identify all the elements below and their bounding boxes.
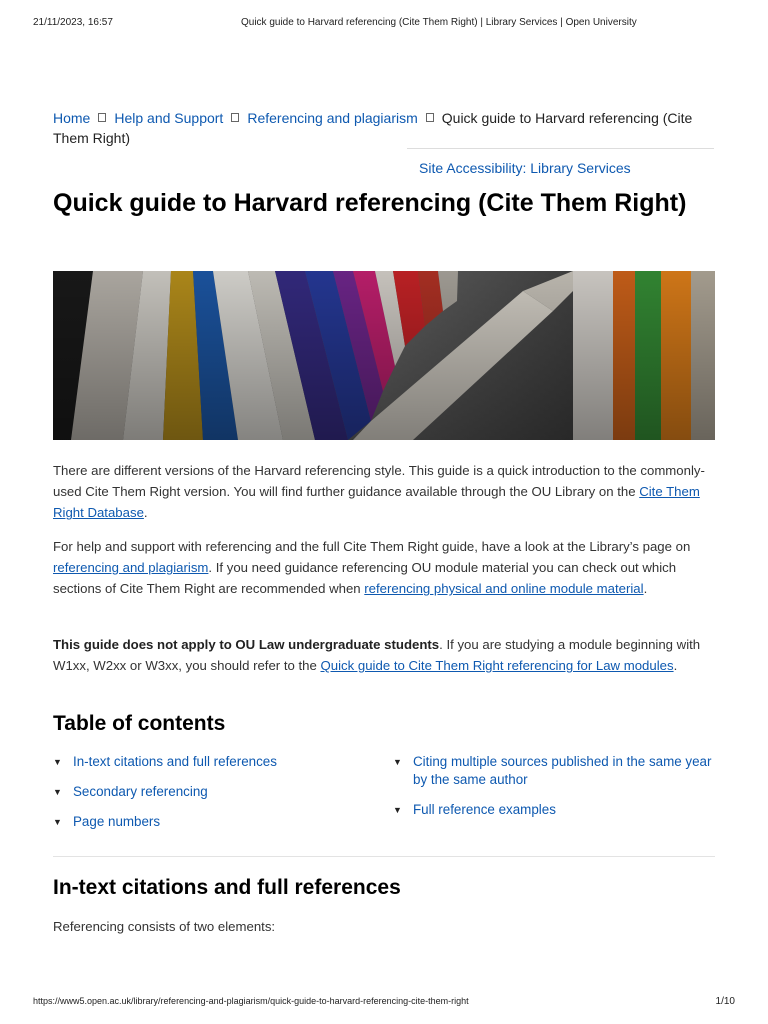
intro-paragraph-3: This guide does not apply to OU Law undergraduate students. If you are studying a module beginning with W1xx, W2xx or W3xx, you should refer to the Quick guide to Cite Them Right referencing for Law modules. bbox=[53, 637, 701, 674]
toc-list-right bbox=[393, 753, 713, 831]
toc-list-left bbox=[53, 753, 373, 843]
toc-item bbox=[53, 813, 373, 831]
section-heading-in-text-citations: In-text citations and full references bbox=[53, 876, 401, 899]
toc-link-page-numbers[interactable]: Page numbers bbox=[73, 814, 161, 829]
breadcrumb-home-link[interactable]: Home bbox=[53, 110, 91, 126]
print-header bbox=[33, 17, 735, 29]
breadcrumb-help-support-link[interactable]: Help and Support bbox=[114, 110, 224, 126]
law-notice-bold: This guide does not apply to OU Law undergraduate students bbox=[53, 637, 440, 652]
hero-image-bookshelf bbox=[53, 271, 715, 440]
print-footer bbox=[33, 996, 735, 1008]
section-divider bbox=[53, 856, 715, 857]
referencing-module-material-link[interactable]: referencing physical and online module material bbox=[364, 581, 644, 597]
print-document-title: Quick guide to Harvard referencing (Cite Them Right) | Library Services | Open University bbox=[241, 17, 637, 28]
intro-paragraph-2: For help and support with referencing and the full Cite Them Right guide, have a look at the Library’s page on referencing and plagiarism. If you need guidance referencing OU module material you can check out which sections of Cite Them Right are recommended when referencing physical and online module material. bbox=[53, 539, 691, 597]
breadcrumb bbox=[53, 108, 713, 148]
breadcrumb-referencing-link[interactable]: Referencing and plagiarism bbox=[247, 110, 418, 126]
toc-item bbox=[53, 783, 373, 801]
print-url: https://www5.open.ac.uk/library/referencing-and-plagiarism/quick-guide-to-harvard-referencing-cite-them-right bbox=[33, 996, 469, 1006]
page-title: Quick guide to Harvard referencing (Cite Them Right) bbox=[53, 189, 687, 217]
breadcrumb-separator-icon bbox=[426, 113, 434, 122]
toc-item bbox=[393, 801, 713, 819]
breadcrumb-current: Quick guide to Harvard referencing (Cite Them Right) bbox=[53, 110, 693, 146]
toc-item bbox=[53, 753, 373, 771]
referencing-plagiarism-link[interactable]: referencing and plagiarism bbox=[53, 560, 209, 576]
intro-paragraph-1: There are different versions of the Harvard referencing style. This guide is a quick introduction to the commonly-used Cite Them Right version. You will find further guidance available through the OU Library on the Cite Them Right Database. bbox=[53, 463, 705, 521]
law-modules-guide-link[interactable]: Quick guide to Cite Them Right referencing for Law modules bbox=[320, 658, 674, 674]
toc-link-in-text-citations[interactable]: In-text citations and full references bbox=[73, 754, 277, 769]
breadcrumb-separator-icon bbox=[231, 113, 239, 122]
toc-link-multiple-sources[interactable]: Citing multiple sources published in the same year by the same author bbox=[413, 754, 712, 787]
cite-them-right-database-link[interactable]: Cite Them Right Database bbox=[53, 484, 700, 521]
toc-item bbox=[393, 753, 713, 788]
triangle-down-icon: ▼ bbox=[393, 804, 402, 815]
triangle-down-icon: ▼ bbox=[53, 817, 62, 827]
site-accessibility-link[interactable]: Site Accessibility: Library Services bbox=[419, 160, 631, 176]
print-page-number: 1/10 bbox=[715, 996, 735, 1007]
toc-heading: Table of contents bbox=[53, 712, 226, 735]
print-date: 21/11/2023, 16:57 bbox=[33, 17, 113, 28]
toc-link-secondary-referencing[interactable]: Secondary referencing bbox=[73, 784, 208, 799]
triangle-down-icon: ▼ bbox=[53, 757, 62, 767]
toc-link-full-reference-examples[interactable]: Full reference examples bbox=[413, 801, 556, 817]
triangle-down-icon: ▼ bbox=[53, 787, 62, 797]
triangle-down-icon: ▼ bbox=[393, 757, 402, 767]
section-paragraph: Referencing consists of two elements: bbox=[53, 919, 276, 934]
site-accessibility-bar bbox=[407, 148, 714, 176]
breadcrumb-separator-icon bbox=[98, 113, 106, 122]
